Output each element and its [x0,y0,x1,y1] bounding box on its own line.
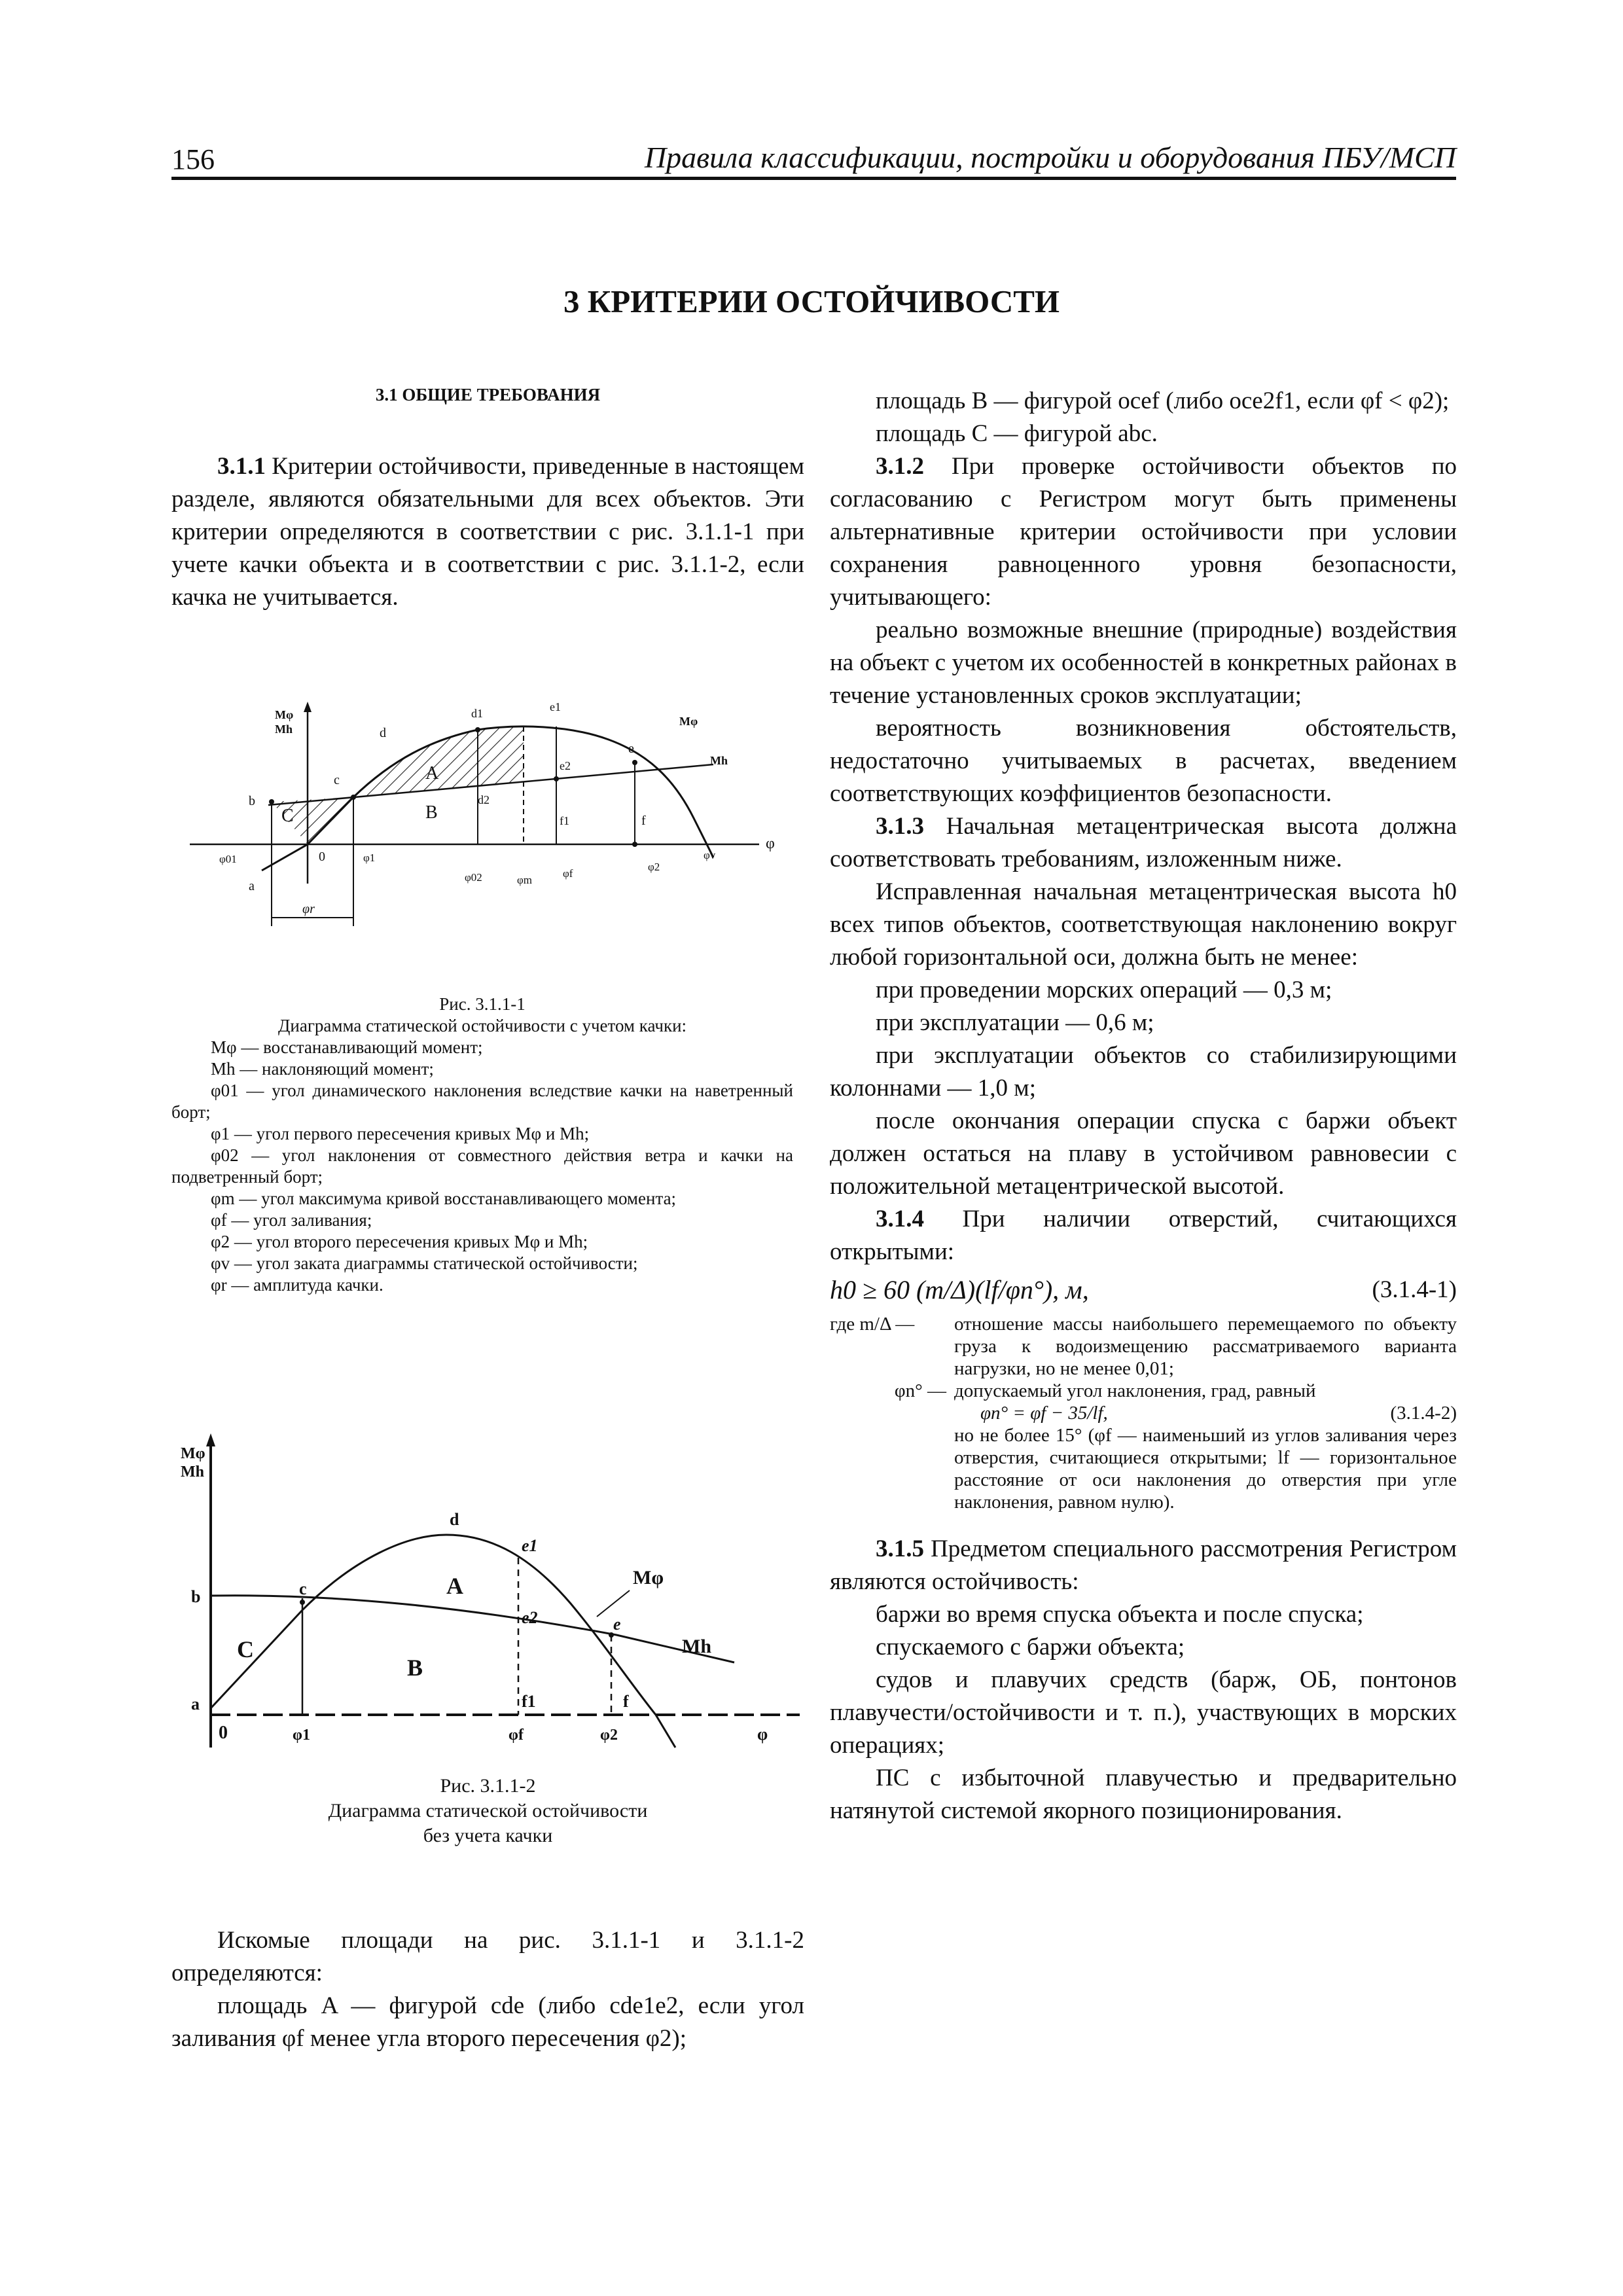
where-term: где m/Δ — [830,1314,915,1335]
label-origin: 0 [319,850,325,864]
label-curve-m-phi: Mφ [679,715,698,728]
clause-text: Предметом специального рассмотрения Регистром являются остойчивость: [830,1535,1457,1595]
label-m-h: Mh [181,1463,204,1480]
paragraph-3-1-5 [830,1533,1457,1598]
paragraph: площадь C — фигурой abc. [876,420,1158,447]
paragraph: после окончания операции спуска с баржи объект должен остаться на плаву в устойчивом равновесии с положительной метацентрической высотой. [830,1107,1457,1200]
legend-item: φ2 — угол второго пересечения кривых Mφ и Mh; [211,1232,588,1251]
paragraph-3-1-4 [830,1203,1457,1268]
label-d1: d1 [471,707,483,720]
legend-item: φ01 — угол динамического наклонения вследствие качки на наветренный борт; [171,1081,793,1122]
figure-1-caption [171,994,793,1296]
legend-item: Mh — наклоняющий момент; [211,1059,434,1079]
point-c [300,1600,305,1605]
label-f: f [623,1692,629,1711]
paragraph: при эксплуатации — 0,6 м; [876,1009,1154,1036]
point-e [632,760,637,765]
right-column [830,385,1457,1827]
label-m-phi: Mφ [181,1445,205,1462]
leader-line [597,1590,630,1617]
label-phi02: φ02 [465,871,482,884]
paragraph: баржи во время спуска объекта и после спуска; [876,1601,1364,1628]
where-text: но не более 15° (φf — наименьший из углов заливания через отверстия, считающиеся открытыми; lf — горизонтальное расстояние от оси наклонения до отверстия при угле наклонения, равном нулю). [954,1425,1457,1513]
label-f1: f1 [560,814,569,827]
area-a-hatch [353,726,524,797]
legend-item: φ02 — угол наклонения от совместного действия ветра и качки на подветренный борт; [171,1145,793,1187]
label-d: d [380,726,386,740]
label-area-a: A [446,1573,463,1599]
axis-arrow-icon [206,1433,215,1446]
clause-text: Критерии остойчивости, приведенные в настоящем разделе, являются обязательными для всех объектов. Эти критерии определяются в соответствии с рис. 3.1.1-1 при учете качки объекта и в соответствии с рис. 3.1.1-2, если качка не учитывается. [171,453,804,611]
point-e2 [554,776,559,781]
clause-number: 3.1.3 [876,813,924,840]
label-f: f [641,814,646,828]
label-b: b [191,1587,201,1606]
paragraph-3-1-1 [171,450,804,614]
chapter-title: 3 КРИТЕРИИ ОСТОЙЧИВОСТИ [563,283,1060,319]
section-title: 3.1 ОБЩИЕ ТРЕБОВАНИЯ [375,385,601,404]
label-phi2: φ2 [600,1727,618,1744]
legend-item: Mφ — восстанавливающий момент; [211,1037,483,1057]
label-d2: d2 [478,793,490,806]
clause-number: 3.1.4 [876,1206,924,1232]
header-rule [171,177,1456,180]
point-c [351,795,356,800]
formula: h0 ≥ 60 (m/Δ)(lf/φn°), м, [830,1275,1089,1304]
label-phim: φm [517,874,533,886]
point-d1 [475,727,480,732]
where-term: φn° — [894,1380,946,1401]
caption-subtitle: Диаграмма статической остойчивости [328,1800,648,1821]
label-d: d [450,1510,459,1529]
point-f [632,842,637,847]
formula-row [830,1274,1457,1306]
label-m-h: Mh [275,723,293,736]
label-phi: φ [757,1725,768,1744]
figure-3-1-1-2 [171,1427,800,1767]
where-item [830,1313,1457,1380]
label-curve-m-h: Mh [682,1636,711,1657]
caption-title: Рис. 3.1.1-2 [440,1775,536,1797]
label-phif: φf [508,1727,524,1744]
where-text: отношение массы наибольшего перемещаемого по объекту груза к водоизмещению рассматриваемого варианта нагрузки, но не менее 0,01; [954,1314,1457,1379]
point-b [269,799,274,804]
paragraph: ПС с избыточной плавучестью и предварительно натянутой системой якорного позиционирования. [830,1765,1457,1824]
caption-subtitle: без учета качки [423,1825,553,1846]
paragraph: судов и плавучих средств (барж, ОБ, понтонов плавучести/остойчивости и т. п.), участвующих в морских операциях; [830,1666,1457,1759]
label-area-c: C [237,1636,254,1662]
paragraph: вероятность возникновения обстоятельств, недостаточно учитываемых в расчетах, введением соответствующих коэффициентов безопасности. [830,715,1457,807]
paragraph: реально возможные внешние (природные) воздействия на объект с учетом их особенностей в конкретных районах в течение установленных сроков эксплуатации; [830,617,1457,709]
label-e: e [613,1615,621,1634]
label-a: a [191,1695,200,1713]
figure-2-caption [171,1774,804,1848]
clause-text: При проверке остойчивости объектов по согласованию с Регистром могут быть применены альтернативные критерии остойчивости при условии сохранения равноценного уровня безопасности, учитывающего: [830,453,1457,611]
areas-definition [171,1924,804,2055]
caption-title: Рис. 3.1.1-1 [439,994,526,1014]
clause-number: 3.1.2 [876,453,924,480]
label-m-phi: Mφ [275,708,294,721]
paragraph: при проведении морских операций — 0,3 м; [876,977,1332,1003]
paragraph: спускаемого с баржи объекта; [876,1634,1185,1660]
label-curve-m-phi: Mφ [633,1567,664,1588]
figure-3-1-1-1 [177,687,798,975]
label-f1: f1 [522,1692,536,1711]
label-phi1: φ1 [293,1727,310,1744]
paragraph: Исправленная начальная метацентрическая высота h0 всех типов объектов, соответствующая наклонению вокруг любой горизонтальной оси, должна быть не менее: [830,878,1457,971]
label-e2: e2 [522,1608,538,1627]
label-curve-m-h: Mh [710,754,728,767]
clause-number: 3.1.5 [876,1535,924,1562]
label-c: c [299,1579,307,1598]
label-e1: e1 [522,1536,538,1555]
clause-text: Начальная метацентрическая высота должна соответствовать требованиям, изложенным ниже. [830,813,1457,872]
paragraph-3-1-2 [830,450,1457,614]
clause-number: 3.1.1 [217,453,266,480]
paragraph: Искомые площади на рис. 3.1.1-1 и 3.1.1-2 определяются: [171,1927,804,1986]
legend-item: φf — угол заливания; [211,1210,372,1230]
formula-number: (3.1.4-1) [1372,1276,1457,1303]
label-area-c: C [281,806,294,826]
label-a: a [249,879,255,893]
label-e: e [628,742,634,756]
label-origin: 0 [219,1723,228,1743]
legend-item: φr — амплитуда качки. [211,1275,383,1295]
label-b: b [249,794,255,808]
label-e1: e1 [550,700,561,713]
clause-text: При наличии отверстий, считающихся открытыми: [830,1206,1457,1265]
label-phi1: φ1 [363,852,376,864]
formula-row [954,1402,1457,1424]
caption-subtitle: Диаграмма статической остойчивости с учетом качки: [277,1016,687,1035]
page-number: 156 [171,143,215,175]
label-area-a: A [425,763,439,783]
where-text: допускаемый угол наклонения, град, равный [954,1380,1316,1401]
paragraph: площадь A — фигурой cde (либо cde1e2, если угол заливания φf менее угла второго пересечения φ2); [171,1992,804,2052]
where-item [830,1380,1457,1513]
label-phif: φf [563,867,573,880]
label-c: c [334,773,340,787]
axis-arrow-icon [304,702,312,712]
label-area-b: B [425,802,438,823]
paragraph-3-1-3 [830,810,1457,876]
label-area-b: B [407,1655,423,1681]
m-h-line [211,1596,734,1662]
legend-item: φ1 — угол первого пересечения кривых Mφ и Mh; [211,1124,590,1143]
formula: φn° = φf − 35/lf, [980,1403,1108,1424]
label-phi01: φ01 [219,853,237,865]
running-title: Правила классификации, постройки и оборудования ПБУ/МСП [644,141,1456,174]
label-e2: e2 [560,759,571,772]
legend-item: φm — угол максимума кривой восстанавливающего момента; [211,1189,677,1208]
label-phi2: φ2 [648,861,660,873]
label-phir: φr [302,902,315,916]
legend-item: φv — угол заката диаграммы статической остойчивости; [211,1253,638,1273]
label-phi: φ [766,835,775,852]
paragraph: площадь B — фигурой ocef (либо oce2f1, если φf < φ2); [876,387,1450,414]
paragraph: при эксплуатации объектов со стабилизирующими колоннами — 1,0 м; [830,1042,1457,1102]
formula-number: (3.1.4-2) [1390,1403,1457,1424]
label-phiv: φv [704,849,716,861]
